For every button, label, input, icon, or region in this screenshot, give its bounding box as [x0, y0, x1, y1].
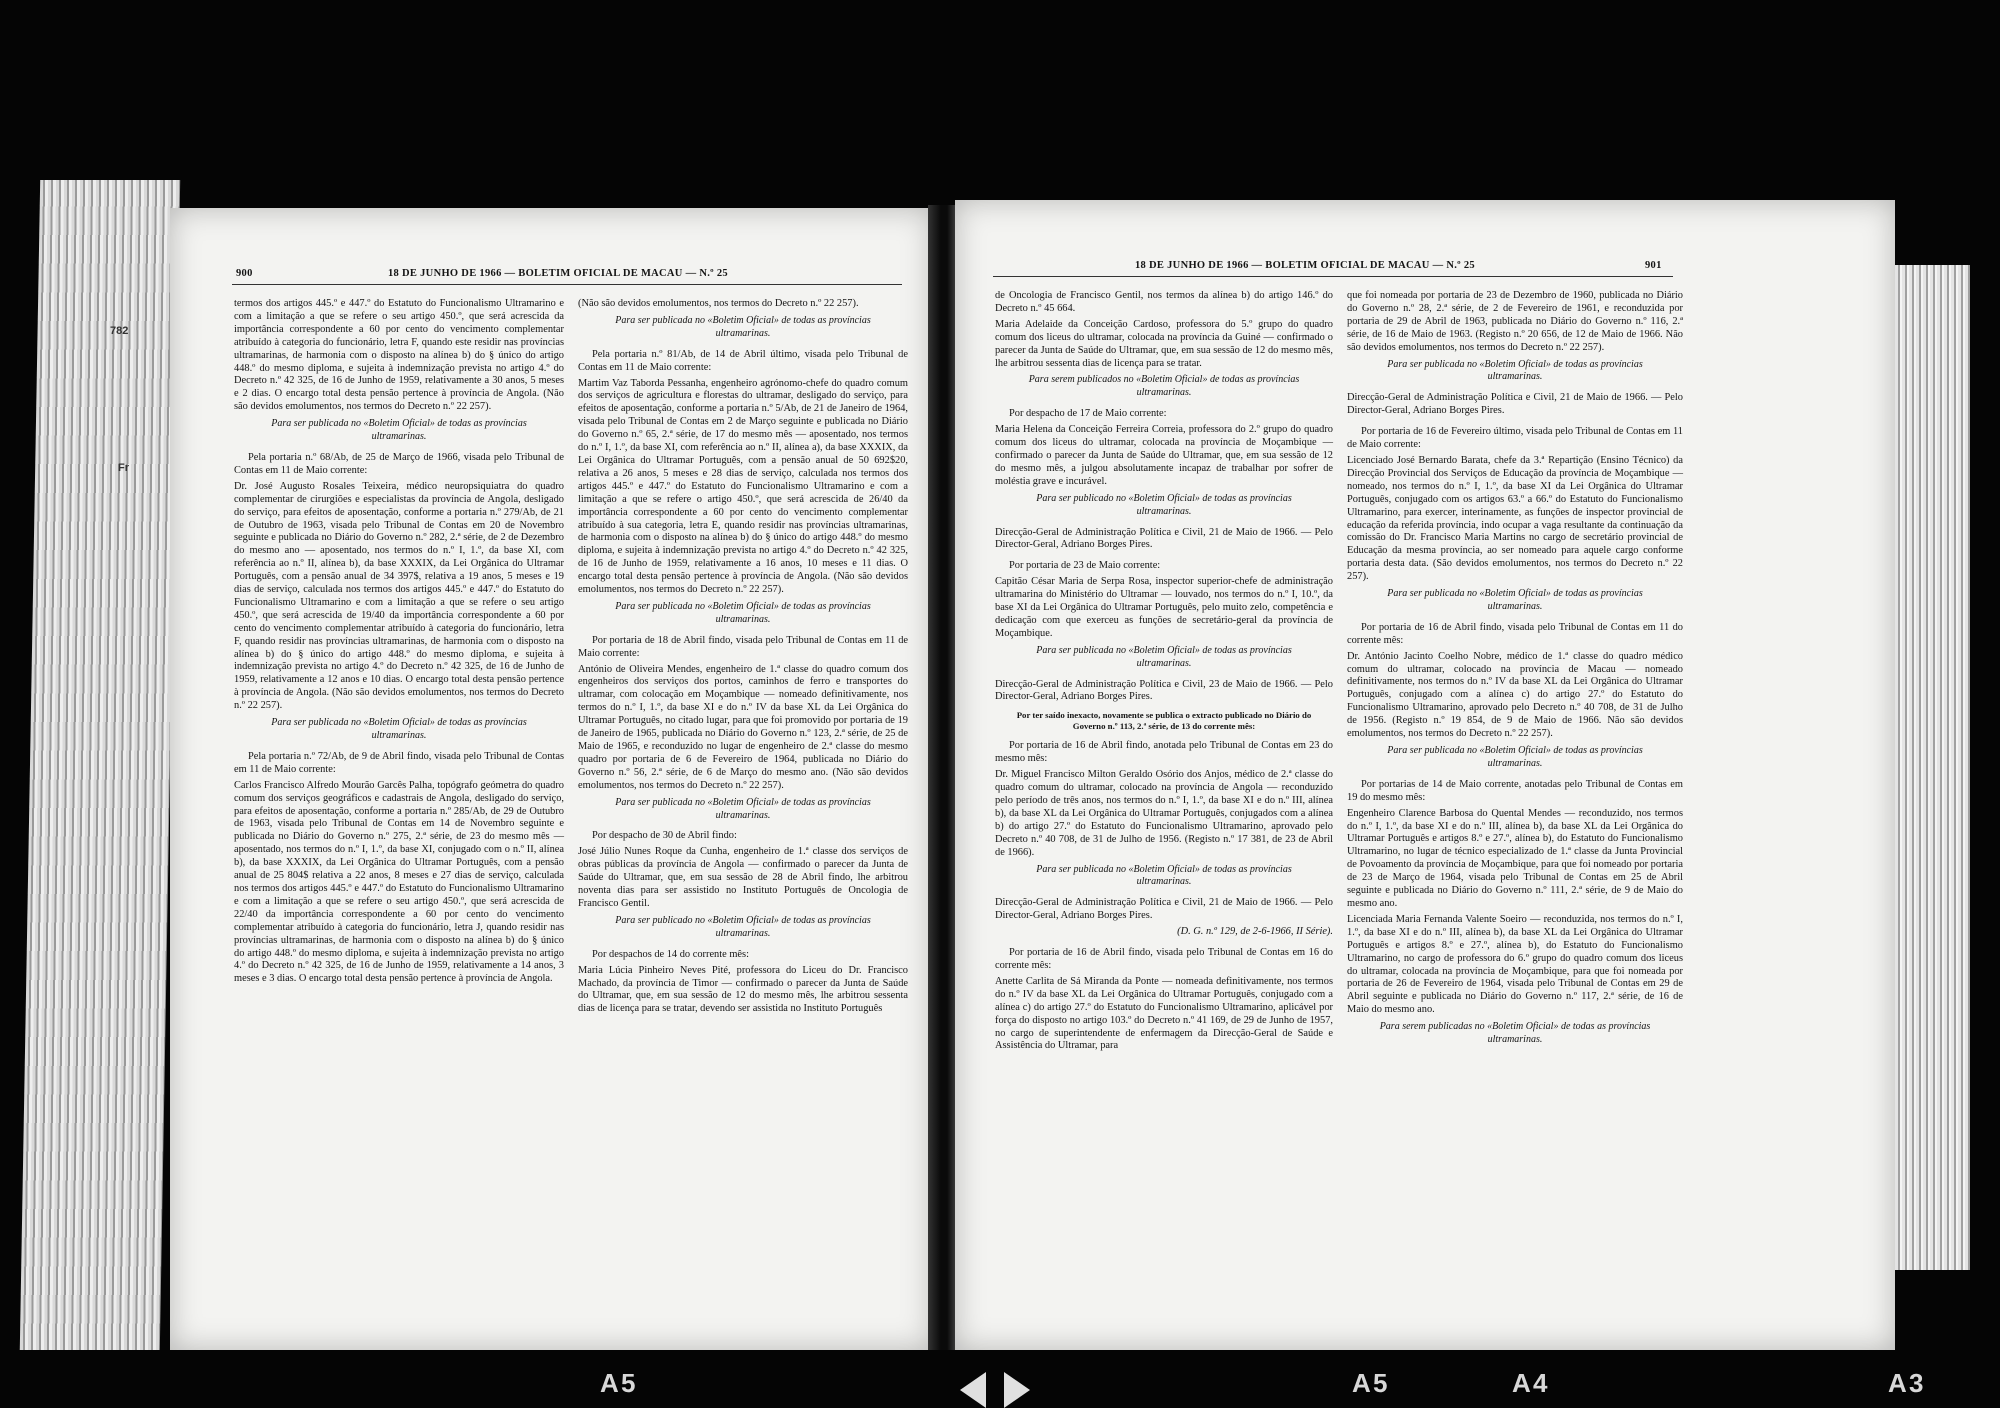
left-page: [170, 208, 932, 1350]
section-heading: Por portaria de 16 de Abril findo, anotada pelo Tribunal de Contas em 23 do mesmo mês:: [995, 740, 1333, 765]
section-heading: Pela portaria n.º 72/Ab, de 9 de Abril findo, visada pelo Tribunal de Contas em 11 de Maio corrente:: [234, 750, 564, 775]
text-column: [995, 290, 1333, 1056]
book-edge-right: [1895, 265, 1970, 1270]
right-page: [955, 200, 1895, 1350]
section-heading: Por portaria de 18 de Abril findo, visada pelo Tribunal de Contas em 11 de Maio corrente:: [578, 634, 908, 659]
publication-note: Para ser publicada no «Boletim Oficial» de todas as províncias ultramarinas.: [1036, 863, 1292, 888]
paragraph: José Júlio Nunes Roque da Cunha, engenheiro de 1.ª classe dos serviços de obras públicas da província de Angola — confirmado o parecer da Junta de Saúde do Ultramar, que, em sua sessão de 28 de Abril findo, lhe arbitrou noventa dias para ser assistido no Instituto Português de Oncologia de Francisco Gentil.: [578, 846, 908, 909]
paragraph: Martim Vaz Taborda Pessanha, engenheiro agrónomo-chefe do quadro comum dos serviços de agricultura e florestas do ultramar, desligado do serviço, para efeitos de aposentação, conforme a portaria n.º 5/Ab, de 21 de Janeiro de 1964, visada pelo Tribunal de Contas em 2 de Março seguinte e publicada no Diário do Governo n.º 65, 2.ª série, de 17 do mesmo mês — aposentado, nos termos do n.º I, 1.º, da base XI, com referência ao n.º II, alínea a), da base XXXIX, da Lei Orgânica do Ultramar Português, com a pensão anual de 50 692$20, relativa a 26 anos, 5 meses e 28 dias de serviço, calculada nos termos dos artigos 445.º e 447.º do Estatuto do Funcionalismo Ultramarino e com a limitação a que se refere o artigo 450.º, que será acrescida de 26/40 da importância correspondente a 60 por cento do vencimento complementar atribuído à sua categoria, letra E, quando residir nas províncias ultramarinas, de harmonia com o disposto na alínea b) do § único do artigo 448.º do mesmo diploma, e sujeita à indemnização prevista no artigo 4.º do Decreto n.º 42 325, de 16 de Junho de 1959, relativamente a 16 anos, 10 meses e 11 dias. O encargo total desta pensão pertence à província de Angola. (Não são devidos emolumentos, nos termos do Decreto n.º 22 257).: [578, 377, 908, 596]
paragraph: Maria Lúcia Pinheiro Neves Pité, professora do Liceu do Dr. Francisco Machado, da província de Timor — confirmado o parecer da Junta de Saúde do Ultramar, que, em sua sessão de 12 do mesmo mês, lhe arbitrou sessenta dias de licença para se tratar, devendo ser assistida no Instituto Português: [578, 964, 908, 1015]
paragraph: (Não são devidos emolumentos, nos termos do Decreto n.º 22 257).: [578, 298, 859, 309]
paragraph: Dr. Miguel Francisco Milton Geraldo Osório dos Anjos, médico de 2.ª classe do quadro comum do ultramar, colocado na província de Angola — reconduzido pelo período de três anos, nos termos do n.º I, 1.º, da base XI e do n.º III, alínea b), da base XL da Lei Orgânica do Ultramar Português, conjugados com a alínea b) do artigo 27.º do Estatuto do Funcionalismo Ultramarino, aprovado pelo Decreto n.º 40 708, de 31 de Julho de 1956. (Registo n.º 17 381, de 23 de Abril de 1966).: [995, 769, 1333, 858]
publication-note: Para serem publicados no «Boletim Oficial» de todas as províncias ultramarinas.: [1028, 374, 1300, 399]
publication-note: Para ser publicada no «Boletim Oficial» de todas as províncias ultramarinas.: [271, 717, 527, 741]
registration-arrow-left-icon: [960, 1372, 986, 1408]
paragraph: Licenciada Maria Fernanda Valente Soeiro — reconduzida, nos termos do n.º I, 1.º, da base XI e do n.º III, alínea b), da base XL da Lei Orgânica do Ultramar Português e artigos 8.º e 27.º, alínea b), do Estatuto do Funcionalismo Ultramarino, no cargo de professora do 6.º grupo do quadro comum dos liceus do ultramar, colocada na província de Moçambique, para que foi nomeada por portaria de 26 de Fevereiro de 1964, visada pelo Tribunal de Contas em 29 de Abril seguinte e publicada no Diário do Governo n.º 117, 2.ª série, de 16 de Maio do mesmo ano.: [1347, 913, 1683, 1016]
section-heading: Por despacho de 30 de Abril findo:: [592, 830, 737, 842]
publication-note: Para ser publicado no «Boletim Oficial» de todas as províncias ultramarinas.: [1036, 492, 1292, 517]
text-column: [578, 298, 908, 1019]
paragraph: Maria Helena da Conceição Ferreira Correia, professora do 2.º grupo do quadro comum dos liceus do ultramar, colocada na província de Moçambique — confirmado o parecer da Junta de Saúde do Ultramar, que, em sua sessão de 12 do mesmo mês, a julgou absolutamente incapaz de trabalhar por sofrer de moléstia grave e incurável.: [995, 424, 1333, 487]
correction-note: Por ter saído inexacto, novamente se publica o extracto publicado no Diário do Governo n.º 113, 2.ª série, de 13 do corrente mês:: [1016, 710, 1312, 732]
book-edge-left: [20, 180, 180, 1350]
section-heading: Por portarias de 14 de Maio corrente, anotadas pelo Tribunal de Contas em 19 do mesmo mês:: [1347, 778, 1683, 803]
paragraph: Engenheiro Clarence Barbosa do Quental Mendes — reconduzido, nos termos do n.º I, 1.º, da base XI e do n.º III, alínea b), da base XL da Lei Orgânica do Ultramar Português e artigos 8.º e 27.º, alínea b), do Estatuto do Funcionalismo Ultramarino, no lugar de técnico especializado de 1.ª classe da Junta Provincial de Povoamento da província de Moçambique, para que foi nomeado por portaria de 23 de Março de 1964, visada pelo Tribunal de Contas em 25 de Abril seguinte e publicada no Diário do Governo n.º 111, 2.ª série, de 9 de Maio do mesmo ano.: [1347, 807, 1683, 909]
film-strip-bottom: [0, 1350, 2000, 1396]
sheet-mark: A 3: [1888, 1368, 1922, 1398]
margin-note: Fr: [118, 462, 129, 474]
publication-note: Para ser publicada no «Boletim Oficial» de todas as províncias ultramarinas.: [1387, 745, 1643, 769]
section-heading: Por portaria de 16 de Abril findo, visada pelo Tribunal de Contas em 11 do corrente mês:: [1347, 621, 1683, 646]
running-header: 18 DE JUNHO DE 1966 — BOLETIM OFICIAL DE MACAU — N.º 25: [1135, 260, 1475, 271]
publication-note: Para ser publicado no «Boletim Oficial» de todas as províncias ultramarinas.: [615, 914, 871, 939]
text-column: [1347, 290, 1683, 1055]
header-rule: [232, 284, 902, 285]
sheet-mark: A 5: [600, 1368, 634, 1398]
section-heading: Por portaria de 23 de Maio corrente:: [1009, 560, 1161, 572]
publication-note: Para ser publicada no «Boletim Oficial» de todas as províncias ultramarinas.: [615, 796, 871, 821]
paragraph: que foi nomeada por portaria de 23 de Dezembro de 1960, publicada no Diário do Governo n.º 28, 2.ª série, de 2 de Fevereiro de 1961, e reconduzida por portaria de 29 de Abril de 1963, publicada no Diário do Governo n.º 116, 2.ª série, de 16 de Maio de 1963. (Registo n.º 20 656, de 12 de Maio de 1966. Não são devidos emolumentos, nos termos do Decreto n.º 22 257).: [1347, 290, 1683, 353]
sheet-mark: A 4: [1512, 1368, 1546, 1398]
paragraph: de Oncologia de Francisco Gentil, nos termos da alínea b) do artigo 146.º do Decreto n.º 45 664.: [995, 290, 1333, 314]
publication-note: Para ser publicada no «Boletim Oficial» de todas as províncias ultramarinas.: [615, 600, 871, 625]
signature-line: Direcção-Geral de Administração Política e Civil, 23 de Maio de 1966. — Pelo Director-Geral, Adriano Borges Pires.: [995, 678, 1333, 703]
publication-note: Para serem publicadas no «Boletim Oficial» de todas as províncias ultramarinas.: [1379, 1021, 1651, 1046]
publication-note: Para ser publicada no «Boletim Oficial» de todas as províncias ultramarinas.: [271, 418, 527, 443]
running-header: 18 DE JUNHO DE 1966 — BOLETIM OFICIAL DE MACAU — N.º 25: [388, 268, 728, 279]
header-rule: [993, 276, 1673, 277]
page-number: 900: [236, 268, 253, 279]
paragraph: Carlos Francisco Alfredo Mourão Garcês Palha, topógrafo geómetra do quadro comum dos serviços geográficos e cadastrais de Angola, desligado do serviço, para efeitos de aposentação, conforme a portaria n.º 285/Ab, de 29 de Outubro de 1963, visada pelo Tribunal de Contas em 14 de Novembro seguinte e publicada no Diário do Governo n.º 275, 2.ª série, de 23 do mesmo mês — aposentado, nos termos do n.º I, 1.º, da base XI, conjugado com o n.º II, alínea b), da base XXXIX, da Lei Orgânica do Ultramar Português, com a pensão anual de 25 804$ relativa a 22 anos, 8 meses e 27 dias de serviço, calculada nos termos dos artigos 445.º e 447.º do Estatuto do Funcionalismo Ultramarino e com a limitação a que se refere o seu artigo 450.º, que será acrescida de 22/40 da importância correspondente a 60 por cento do vencimento complementar atribuído à categoria do funcionário, letra J, quando residir nas províncias ultramarinas, de harmonia com o disposto na alínea b) do § único do artigo 448.º do mesmo diploma, e sujeita à indemnização prevista no artigo 4.º do Decreto n.º 42 325, de 16 de Junho de 1959, relativamente a 14 anos, 3 meses e 3 dias. O encargo total desta pensão pertence à província de Angola.: [234, 779, 564, 985]
sheet-mark: A 5: [1352, 1368, 1386, 1398]
signature-line: Direcção-Geral de Administração Política e Civil, 21 de Maio de 1966. — Pelo Director-Geral, Adriano Borges Pires.: [995, 897, 1333, 922]
publication-note: Para ser publicada no «Boletim Oficial» de todas as províncias ultramarinas.: [1036, 644, 1292, 669]
section-heading: Por portaria de 16 de Abril findo, visada pelo Tribunal de Contas em 16 do corrente mês:: [995, 947, 1333, 971]
signature-line: Direcção-Geral de Administração Política e Civil, 21 de Maio de 1966. — Pelo Director-Geral, Adriano Borges Pires.: [1347, 392, 1683, 417]
page-number: 901: [1645, 260, 1662, 271]
paragraph: Anette Carlita de Sá Miranda da Ponte — nomeada definitivamente, nos termos do n.º IV da base XL da Lei Orgânica do Ultramar Português, conjugado com a alínea c) do artigo 27.º do Estatuto do Funcionalismo Ultramarino, aplicável por força do disposto no artigo 103.º do Decreto n.º 41 169, de 29 de Junho de 1957, no cargo de superintendente de enfermagem da Direcção-Geral de Saúde e Assistência do Ultramar, para: [995, 975, 1333, 1052]
registration-arrow-right-icon: [1004, 1372, 1030, 1408]
paragraph: termos dos artigos 445.º e 447.º do Estatuto do Funcionalismo Ultramarino e com a limitação a que se refere o seu artigo 450.º, que será acrescida da importância correspondente a 60 por cento do vencimento complementar atribuído à categoria do funcionário, letra F, quando este residir nas províncias ultramarinas, de harmonia com o disposto na alínea b) do § único do artigo 448.º do mesmo diploma, e sujeita à indemnização prevista no artigo 4.º do Decreto n.º 42 325, de 16 de Junho de 1959, relativamente a 30 anos, 5 meses e 2 dias. O encargo total desta pensão pertence à província de Angola. (Não são devidos emolumentos, nos termos do Decreto n.º 22 257).: [234, 298, 564, 413]
section-heading: Pela portaria n.º 81/Ab, de 14 de Abril último, visada pelo Tribunal de Contas em 11 de Maio corrente:: [578, 348, 908, 373]
text-column: [234, 298, 564, 989]
source-reference: (D. G. n.º 129, de 2-6-1966, II Série).: [1177, 926, 1333, 938]
paragraph: António de Oliveira Mendes, engenheiro de 1.ª classe do quadro comum dos engenheiros dos serviços dos portos, caminhos de ferro e transportes do ultramar, com colocação em Moçambique — nomeado definitivamente, nos termos do n.º I, 1.º, da base XI e do n.º IV da base XL da Lei Orgânica do Ultramar Português, no citado lugar, para que foi promovido por portaria de 19 de Janeiro de 1965, publicada no Diário do Governo n.º 123, 2.ª série, de 25 de Maio de 1965, e reconduzido no lugar de engenheiro de 2.ª classe do mesmo quadro por portaria de 6 de Fevereiro de 1964, publicada no Diário do Governo n.º 56, 2.ª série, de 6 de Março do mesmo ano. (Não são devidos emolumentos, nos termos do Decreto n.º 22 257).: [578, 663, 908, 791]
margin-note: 782: [110, 325, 129, 337]
publication-note: Para ser publicada no «Boletim Oficial» de todas as províncias ultramarinas.: [1387, 358, 1643, 383]
paragraph: Licenciado José Bernardo Barata, chefe da 3.ª Repartição (Ensino Técnico) da Direcção Provincial dos Serviços de Educação da província de Moçambique — nomeado, nos termos do n.º I, 1.º, da base XI da Lei Orgânica do Ultramar Português, conjugado com os artigos 63.º a 66.º do Estatuto do Funcionalismo Ultramarino, para exercer, interinamente, as funções de inspector provincial de educação da referida província, indo ocupar a vaga resultante da continuação da comissão do Dr. Francisco Maria Martins no cargo de secretário provincial de Educação da mesma província, ao ser nomeado para aquele cargo conforme portaria desta data. (São devidos emolumentos, nos termos do Decreto n.º 22 257).: [1347, 454, 1683, 583]
section-heading: Por portaria de 16 de Fevereiro último, visada pelo Tribunal de Contas em 11 de Maio corrente:: [1347, 426, 1683, 451]
publication-note: Para ser publicada no «Boletim Oficial» de todas as províncias ultramarinas.: [1387, 588, 1643, 612]
paragraph: Dr. António Jacinto Coelho Nobre, médico de 1.ª classe do quadro médico comum do ultramar, colocado na província de Macau — nomeado definitivamente, nos termos do n.º IV da base XL da Lei Orgânica do Ultramar Português, conjugado com a alínea c) do artigo 27.º do Estatuto do Funcionalismo Ultramarino, aprovado pelo Decreto n.º 40 708, de 31 de Julho de 1956. (Registo n.º 19 854, de 9 de Maio de 1966. Não são devidos emolumentos, nos termos do Decreto n.º 22 257).: [1347, 650, 1683, 740]
paragraph: Dr. José Augusto Rosales Teixeira, médico neuropsiquiatra do quadro complementar de cirurgiões e especialistas da província de Angola, desligado do serviço, para efeitos de aposentação, conforme a portaria n.º 279/Ab, de 21 de Outubro de 1963, visada pelo Tribunal de Contas em 20 de Novembro seguinte e publicada no Diário do Governo n.º 282, 2.ª série, de 2 de Dezembro do mesmo ano — aposentado, nos termos do n.º I, 1.º, da base XI, com referência ao n.º II, alínea b), da base XXXIX, da Lei Orgânica do Ultramar Português, com a pensão anual de 34 397$, relativa a 19 anos, 5 meses e 19 dias de serviço, calculada nos termos dos artigos 445.º e 447.º do Estatuto do Funcionalismo Ultramarino e com a limitação a que se refere o seu artigo 450.º, que será acrescida de 19/40 da importância correspondente a 60 por cento do vencimento complementar atribuído à categoria do funcionário, letra F, quando residir nas províncias ultramarinas, de harmonia com o disposto na alínea b) do § único do artigo 448.º do mesmo diploma, e sujeita à indemnização prevista no artigo 4.º do Decreto n.º 42 325, de 16 de Junho de 1959, relativamente a 12 anos e 10 dias. O encargo total desta pensão pertence à província de Angola. (Não são devidos emolumentos, nos termos do Decreto n.º 22 257).: [234, 480, 564, 712]
section-heading: Por despacho de 17 de Maio corrente:: [1009, 408, 1167, 420]
section-heading: Por despachos de 14 do corrente mês:: [592, 948, 749, 960]
paragraph: Maria Adelaide da Conceição Cardoso, professora do 5.º grupo do quadro comum dos liceus do ultramar, colocada na província da Guiné — confirmado o parecer da Junta de Saúde do Ultramar, que, em sua sessão de 12 do mesmo mês, lhe arbitrou sessenta dias de licença para se tratar.: [995, 318, 1333, 369]
publication-note: Para ser publicada no «Boletim Oficial» de todas as províncias ultramarinas.: [615, 314, 871, 339]
paragraph: Capitão César Maria de Serpa Rosa, inspector superior-chefe de administração ultramarina do Ministério do Ultramar — louvado, nos termos do n.º I, 10.º, da base XI da Lei Orgânica do Ultramar Português, pelo muito zelo, competência e dedicação com que exerceu as funções de secretário-geral da província de Moçambique.: [995, 576, 1333, 639]
section-heading: Pela portaria n.º 68/Ab, de 25 de Março de 1966, visada pelo Tribunal de Contas em 11 de Maio corrente:: [234, 451, 564, 476]
signature-line: Direcção-Geral de Administração Política e Civil, 21 de Maio de 1966. — Pelo Director-Geral, Adriano Borges Pires.: [995, 526, 1333, 551]
